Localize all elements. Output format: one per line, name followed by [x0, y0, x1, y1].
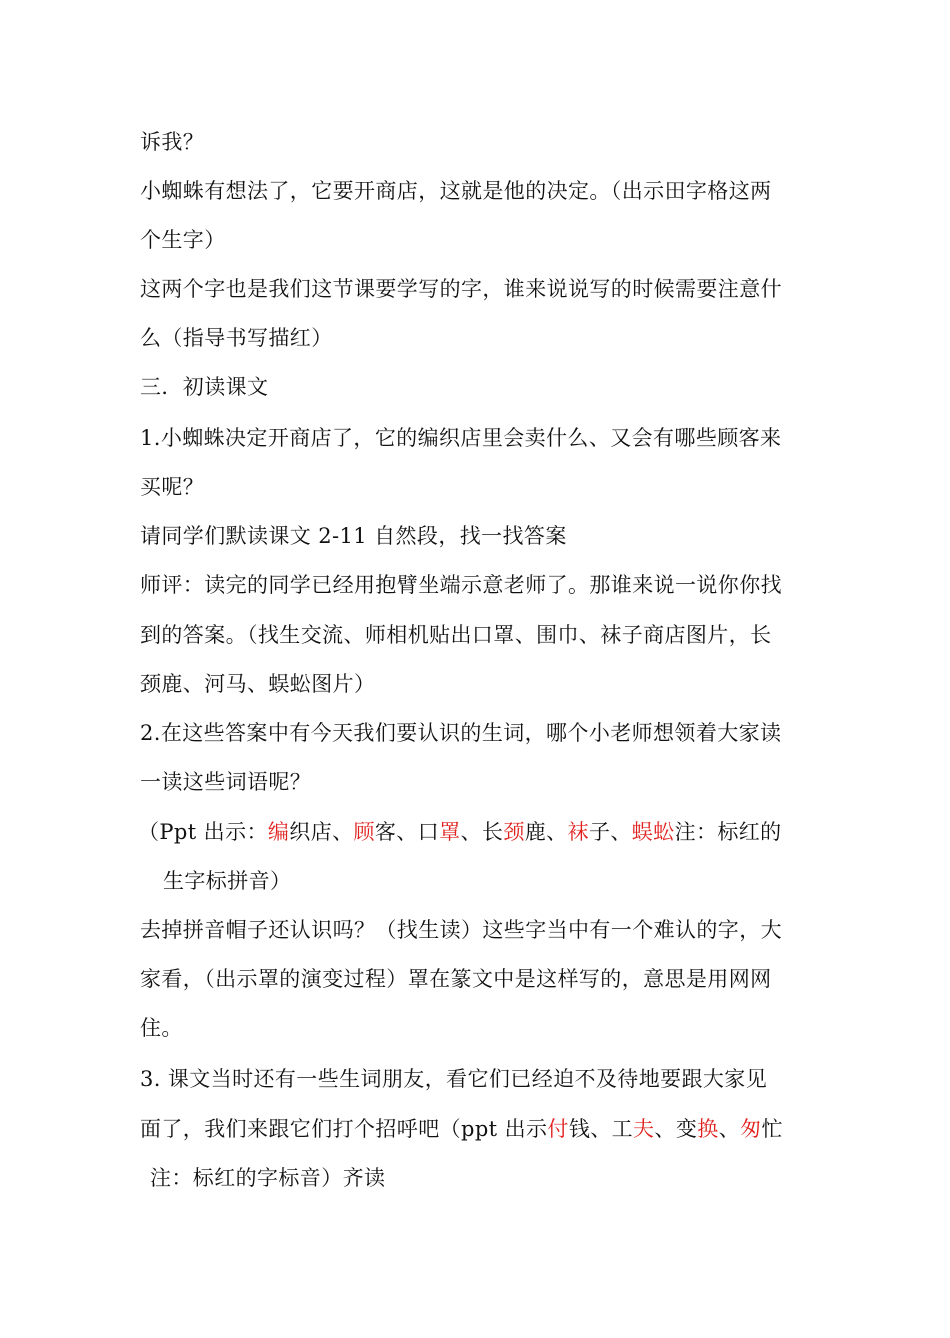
text-segment: 忙: [761, 1117, 783, 1141]
text-segment: 颈鹿、河马、蜈蚣图片）: [140, 672, 376, 696]
text-segment: 子、: [588, 820, 632, 844]
text-segment: 、变: [654, 1117, 698, 1141]
highlighted-char: 蜈蚣: [631, 820, 675, 844]
text-line: [140, 171, 820, 211]
text-segment: 三．初读课文: [140, 375, 269, 399]
text-line: [140, 959, 820, 999]
text-segment: 、: [718, 1117, 741, 1141]
text-line: [140, 615, 820, 655]
text-line: [140, 220, 820, 260]
text-line: [140, 467, 820, 507]
text-segment: 去掉拼音帽子还认识吗？（找生读）这些字当中有一个难认的字，大: [140, 918, 782, 942]
highlighted-char: 换: [697, 1117, 719, 1141]
highlighted-char: 顾: [353, 820, 375, 844]
text-segment: 一读这些词语呢？: [140, 770, 312, 794]
text-line: [140, 418, 820, 458]
text-line: [140, 122, 820, 162]
highlighted-char: 罩: [439, 820, 461, 844]
text-segment: 钱、工: [568, 1117, 634, 1141]
text-segment: 师评：读完的同学已经用抱臂坐端示意老师了。那谁来说一说你你找: [140, 573, 782, 597]
text-segment: 1.小蜘蛛决定开商店了，它的编织店里会卖什么、又会有哪些顾客来: [140, 426, 782, 450]
text-line-with-highlights: [140, 1109, 820, 1149]
text-line: [140, 910, 820, 950]
text-line: [140, 1059, 820, 1099]
text-segment: 买呢？: [140, 475, 205, 499]
text-segment: 家看，（出示罩的演变过程）罩在篆文中是这样写的，意思是用网网: [140, 967, 772, 991]
text-segment: 个生字）: [140, 228, 226, 252]
highlighted-char: 颈: [503, 820, 525, 844]
text-segment: （Ppt 出示：: [138, 820, 268, 844]
text-segment: 到的答案。（找生交流、师相机贴出口罩、围巾、袜子商店图片，长: [140, 623, 772, 647]
text-segment: 小蜘蛛有想法了，它要开商店，这就是他的决定。（出示田字格这两: [140, 179, 772, 203]
text-segment: 2.在这些答案中有今天我们要认识的生词，哪个小老师想领着大家读: [140, 721, 782, 745]
text-line: [140, 516, 820, 556]
text-line: [140, 1008, 820, 1048]
highlighted-char: 付: [547, 1117, 569, 1141]
text-line: [163, 861, 843, 901]
highlighted-char: 夫: [633, 1117, 655, 1141]
text-line: [140, 713, 820, 753]
text-line: [140, 762, 820, 802]
text-line: [140, 565, 820, 605]
section-heading: [140, 367, 820, 407]
text-segment: 、长: [460, 820, 504, 844]
text-segment: 注：标红的字标音）齐读: [150, 1166, 386, 1190]
text-segment: 住。: [140, 1016, 183, 1040]
text-segment: 鹿、: [524, 820, 568, 844]
text-line-with-highlights: [138, 812, 818, 852]
text-segment: 么（指导书写描红）: [140, 326, 333, 350]
text-segment: 诉我？: [140, 130, 205, 154]
text-segment: 3. 课文当时还有一些生词朋友，看它们已经迫不及待地要跟大家见: [140, 1067, 768, 1091]
text-line: [150, 1158, 830, 1198]
text-line: [140, 269, 820, 309]
highlighted-char: 编: [267, 820, 290, 844]
text-line: [140, 664, 820, 704]
text-segment: 注：标红的: [674, 820, 782, 844]
text-segment: 请同学们默读课文 2-11 自然段，找一找答案: [140, 524, 567, 548]
text-segment: 客、口: [374, 820, 440, 844]
text-segment: 这两个字也是我们这节课要学写的字，谁来说说写的时候需要注意什: [140, 277, 782, 301]
text-line: [140, 318, 820, 358]
text-segment: 织店、: [289, 820, 354, 844]
highlighted-char: 袜: [567, 820, 589, 844]
highlighted-char: 匆: [740, 1117, 762, 1141]
text-segment: 生字标拼音）: [163, 869, 292, 893]
text-segment: 面了，我们来跟它们打个招呼吧（ppt 出示: [140, 1117, 548, 1141]
